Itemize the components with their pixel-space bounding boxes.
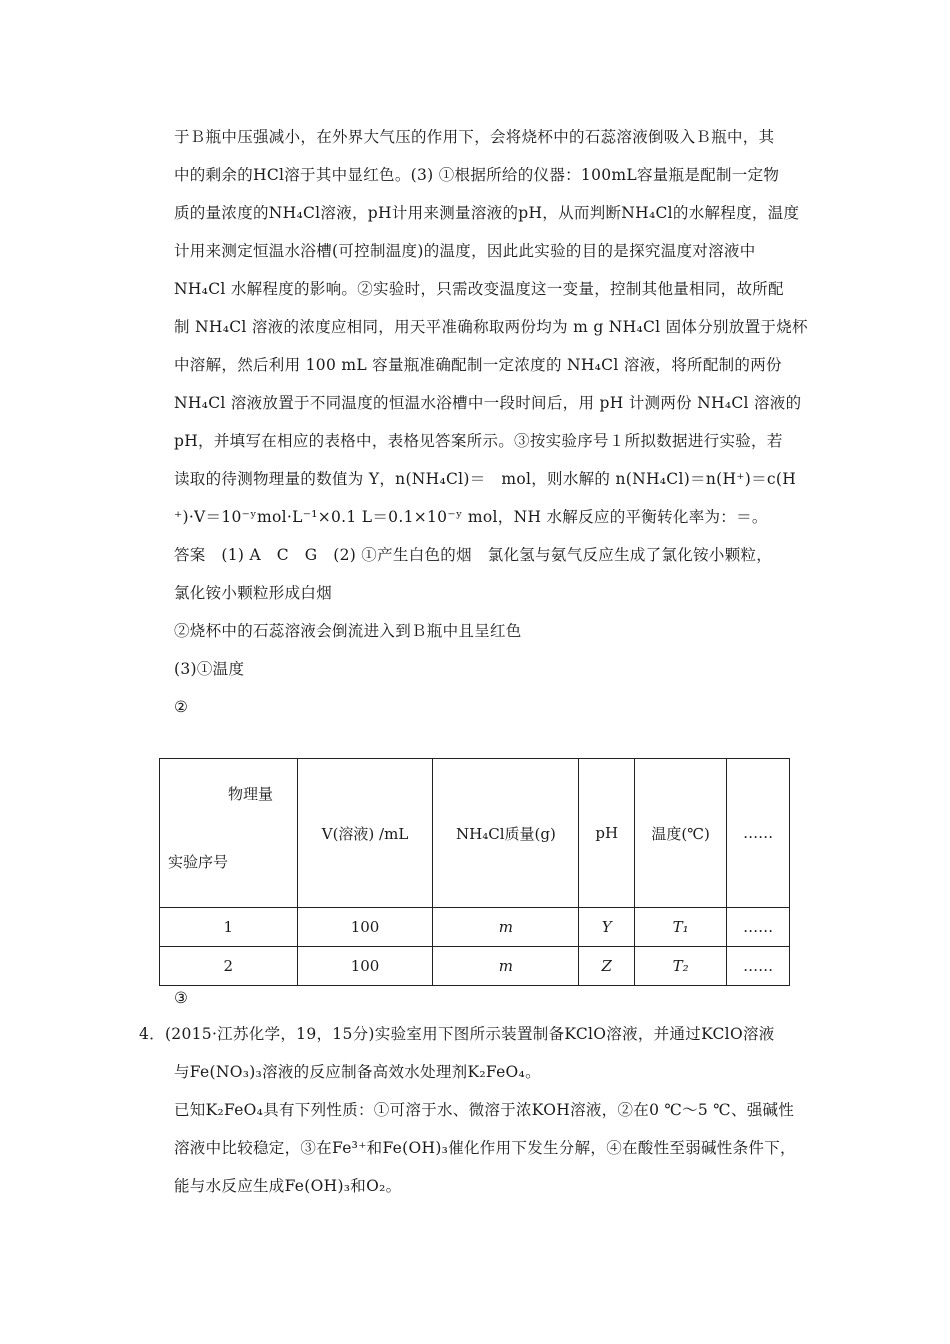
- table-corner-cell: [160, 759, 298, 908]
- table-header-cell: 温度(℃): [635, 759, 727, 908]
- paragraph-line: 读取的待测物理量的数值为 Y，n(NH₄Cl)＝ mol，则水解的 n(NH₄Cl)＝n(H⁺)＝c(H: [174, 470, 797, 488]
- paragraph-line: 中溶解，然后利用 100 mL 容量瓶准确配制一定浓度的 NH₄Cl 溶液，将所配制的两份: [174, 356, 782, 374]
- answer-line: ②烧杯中的石蕊溶液会倒流进入到Ｂ瓶中且呈红色: [174, 622, 522, 640]
- table-cell: ……: [727, 947, 790, 986]
- question-line: 能与水反应生成Fe(OH)₃和O₂。: [174, 1177, 402, 1195]
- table-cell: m: [433, 908, 579, 947]
- table-row: [160, 947, 790, 986]
- paragraph-line: ⁺)·V＝10⁻ʸmol·L⁻¹×0.1 L＝0.1×10⁻ʸ mol，NH 水解反应的平衡转化率为：＝。: [174, 508, 768, 526]
- table-cell: Y: [579, 908, 635, 947]
- table-header-row: [160, 759, 790, 908]
- table-header-cell: ……: [727, 759, 790, 908]
- paragraph-line: NH₄Cl 水解程度的影响。②实验时，只需改变温度这一变量，控制其他量相同，故所配: [174, 280, 784, 298]
- question-line: 溶液中比较稳定，③在Fe³⁺和Fe(OH)₃催化作用下发生分解，④在酸性至弱碱性条件下，: [174, 1139, 796, 1157]
- corner-top-label: 物理量: [228, 785, 274, 803]
- corner-bottom-label: 实验序号: [168, 853, 229, 871]
- table-cell: 2: [160, 947, 298, 986]
- paragraph-line: 计用来测定恒温水浴槽(可控制温度)的温度，因此此实验的目的是探究温度对溶液中: [174, 242, 756, 260]
- table-header-cell: NH₄Cl质量(g): [433, 759, 579, 908]
- table-cell: m: [433, 947, 579, 986]
- question-line: 已知K₂FeO₄具有下列性质：①可溶于水、微溶于浓KOH溶液，②在0 ℃～5 ℃、强碱性: [174, 1101, 795, 1119]
- table-cell: ……: [727, 908, 790, 947]
- question-line: 与Fe(NO₃)₃溶液的反应制备高效水处理剂K₂FeO₄。: [174, 1063, 541, 1081]
- table-header-cell: V(溶液) /mL: [297, 759, 433, 908]
- paragraph-line: 质的量浓度的NH₄Cl溶液，pH计用来测量溶液的pH，从而判断NH₄Cl的水解程度，温度: [174, 204, 800, 222]
- answer-marker: ③: [174, 989, 189, 1007]
- paragraph-line: pH，并填写在相应的表格中，表格见答案所示。③按实验序号１所拟数据进行实验，若: [174, 432, 783, 450]
- table-cell: Z: [579, 947, 635, 986]
- paragraph-line: 制 NH₄Cl 溶液的浓度应相同，用天平准确称取两份均为 m g NH₄Cl 固体分别放置于烧杯: [174, 318, 808, 336]
- table-cell: T₁: [635, 908, 727, 947]
- paragraph-line: 于Ｂ瓶中压强减小，在外界大气压的作用下，会将烧杯中的石蕊溶液倒吸入Ｂ瓶中，其: [174, 128, 775, 146]
- table-row: [160, 908, 790, 947]
- table-cell: 100: [297, 908, 433, 947]
- paragraph-line: NH₄Cl 溶液放置于不同温度的恒温水浴槽中一段时间后，用 pH 计测两份 NH₄Cl 溶液的: [174, 394, 802, 412]
- table-cell: 100: [297, 947, 433, 986]
- table-cell: 1: [160, 908, 298, 947]
- experiment-table: [159, 758, 790, 986]
- question-line: 4．(2015·江苏化学，19，15分)实验室用下图所示装置制备KClO溶液，并通过KClO溶液: [139, 1025, 775, 1043]
- answer-line: 答案 (1) A C G (2) ①产生白色的烟 氯化氢与氨气反应生成了氯化铵小颗粒，: [174, 546, 773, 564]
- answer-line: ②: [174, 698, 189, 716]
- table-header-cell: pH: [579, 759, 635, 908]
- answer-line: 氯化铵小颗粒形成白烟: [174, 584, 333, 602]
- answer-line: (3)①温度: [174, 660, 245, 678]
- table-cell: T₂: [635, 947, 727, 986]
- paragraph-line: 中的剩余的HCl溶于其中显红色。(3) ①根据所给的仪器：100mL容量瓶是配制一定物: [174, 166, 780, 184]
